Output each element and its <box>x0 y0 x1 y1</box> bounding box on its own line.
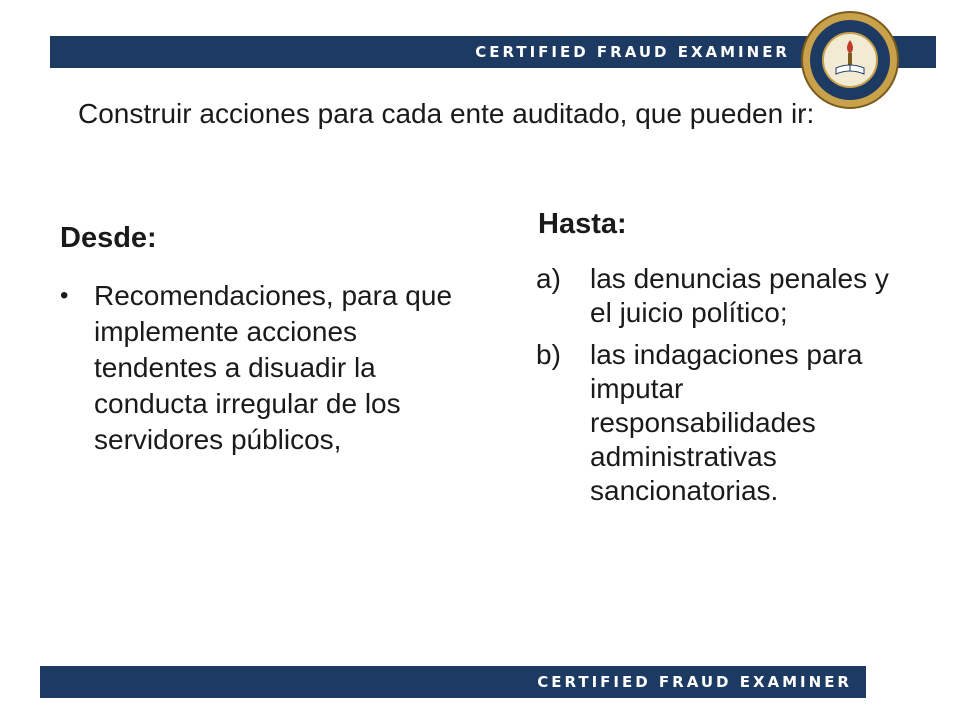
right-column-heading: Hasta: <box>538 208 627 240</box>
seal-graphic <box>800 10 900 110</box>
list-item-text: Recomendaciones, para que implemente acciones tendentes a disuadir la conducta irregular de los servidores públicos, <box>94 280 453 455</box>
footer-banner-text: CERTIFIED FRAUD EXAMINER <box>537 673 852 691</box>
right-lettered-list <box>536 262 916 516</box>
header-banner-text: CERTIFIED FRAUD EXAMINER <box>475 43 790 61</box>
list-item <box>536 262 916 330</box>
list-item-marker: b) <box>536 339 561 370</box>
bullet-icon: • <box>60 282 69 309</box>
list-item-marker: a) <box>536 263 561 294</box>
list-item-text: las indagaciones para imputar responsabilidades administrativas sancionatorias. <box>590 339 863 506</box>
list-item <box>58 278 458 458</box>
list-item-text: las denuncias penales y el juicio político; <box>590 263 889 328</box>
list-item <box>536 338 916 508</box>
left-bullet-list <box>58 278 458 458</box>
slide-title: Construir acciones para cada ente auditado, que pueden ir: <box>78 98 815 129</box>
left-column-heading: Desde: <box>60 222 157 254</box>
cfe-seal-icon <box>800 10 900 110</box>
footer-banner <box>40 666 866 698</box>
